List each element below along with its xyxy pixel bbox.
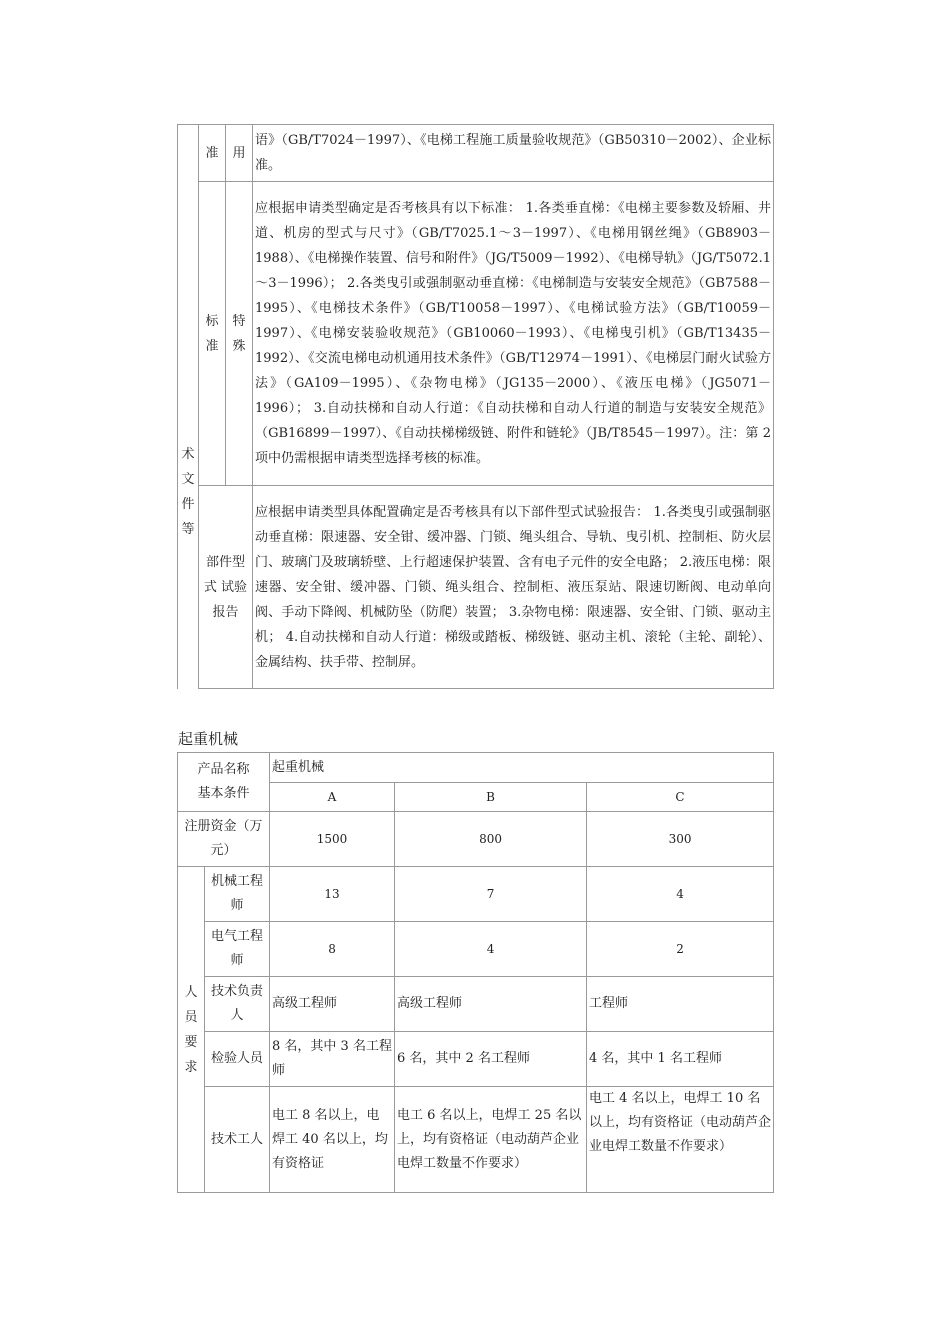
inspector-b: 6 名，其中 2 名工程师 [395, 1032, 587, 1087]
label-line: 报告 [212, 604, 239, 620]
elec-eng-a: 8 [270, 922, 395, 977]
label-line: 部件型 [205, 554, 245, 570]
label-char: 标 [205, 313, 219, 329]
label-line: 注册资金（万 [184, 819, 263, 834]
capital-a: 1500 [270, 812, 395, 867]
grade-a-header: A [270, 783, 395, 812]
elec-eng-c: 2 [587, 922, 774, 977]
inspector-a: 8 名，其中 3 名工程师 [270, 1032, 395, 1087]
type-test-report-label [199, 486, 253, 689]
mech-eng-b: 7 [395, 867, 587, 922]
electrical-engineer-label [205, 922, 270, 977]
label-char: 求 [184, 1059, 198, 1075]
product-name-cell: 起重机械 [270, 753, 774, 783]
label-char: 要 [184, 1034, 198, 1050]
mechanical-engineer-label [205, 867, 270, 922]
label-line: 电气工程 [211, 929, 264, 944]
side-label-char: 件 [181, 496, 195, 512]
inspector-label: 检验人员 [205, 1032, 270, 1087]
side-category-cell [178, 125, 199, 689]
header-basic-conditions: 基本条件 [197, 786, 250, 801]
label-char: 殊 [232, 338, 246, 354]
technical-lead-label [205, 977, 270, 1032]
mech-eng-c: 4 [587, 867, 774, 922]
label-line: 师 [230, 953, 244, 968]
general-use-label: 用 [226, 125, 253, 182]
header-product-name: 产品名称 [197, 762, 250, 777]
special-type-label [226, 182, 253, 486]
label-char: 人 [184, 984, 198, 1000]
header-corner-cell [178, 753, 270, 812]
label-char: 准 [205, 338, 219, 354]
capital-b: 800 [395, 812, 587, 867]
label-line: 元） [210, 843, 237, 858]
grade-c-header: C [587, 783, 774, 812]
label-line: 师 [230, 898, 244, 913]
crane-requirements-table [177, 752, 774, 1193]
side-label-char: 文 [181, 471, 195, 487]
capital-c: 300 [587, 812, 774, 867]
elevator-standards-table [177, 124, 774, 689]
grade-b-header: B [395, 783, 587, 812]
label-line: 技术负责 [211, 984, 264, 999]
section-title: 起重机械 [178, 730, 239, 748]
personnel-category-cell [178, 867, 205, 1193]
skilled-worker-a: 电工 8 名以上，电焊工 40 名以上，均有资格证 [270, 1087, 395, 1193]
label-line: 人 [230, 1008, 244, 1023]
side-label-char: 术 [181, 446, 195, 462]
label-line: 式 试验 [203, 579, 248, 595]
general-standard-text: 语》（GB/T7024－1997）、《电梯工程施工质量验收规范》（GB50310－2002）、企业标准。 [253, 125, 774, 182]
label-line: 机械工程 [211, 874, 264, 889]
skilled-worker-c: 电工 4 名以上，电焊工 10 名以上，均有资格证（电动葫芦企业电焊工数量不作要求） [587, 1087, 774, 1193]
mech-eng-a: 13 [270, 867, 395, 922]
elec-eng-b: 4 [395, 922, 587, 977]
label-char: 特 [232, 313, 246, 329]
inspector-c: 4 名，其中 1 名工程师 [587, 1032, 774, 1087]
special-standard-text: 应根据申请类型确定是否考核具有以下标准： 1.各类垂直梯：《电梯主要参数及轿厢、井道、机房的型式与尺寸》（GB/T7025.1～3－1997）、《电梯用钢丝绳》（GB8903－1988）、《电梯操作装置、信号和附件》（JG/T5009－1992）、《电梯导轨》（JG/T5072.1～3－1996）； 2.各类曳引或强制驱动垂直梯：《电梯制造与安装安全规范》（GB7588－1995）、《电梯技术条件》（GB/T10058－1997）、《电梯试验方法》（GB/T10059－1997）、《电梯安装验收规范》（GB10060－1993）、《电梯曳引机》（GB/T13435－1992）、《交流电梯电动机通用技术条件》（GB/T12974－1991）、《电梯层门耐火试验方法》（GA109－1995）、《杂物电梯》（JG135－2000）、《液压电梯》（JG5071－1996）； 3.自动扶梯和自动人行道：《自动扶梯和自动人行道的制造与安装安全规范》（GB16899－1997）、《自动扶梯梯级链、附件和链轮》（JB/T8545－1997）。注：第 2 项中仍需根据申请类型选择考核的标准。 [253, 182, 774, 486]
skilled-worker-label: 技术工人 [205, 1087, 270, 1193]
type-test-report-text: 应根据申请类型具体配置确定是否考核具有以下部件型式试验报告： 1.各类曳引或强制驱动垂直梯：限速器、安全钳、缓冲器、门锁、绳头组合、导轨、曳引机、控制柜、防火层门、玻璃门及玻璃轿壁、上行超速保护装置、含有电子元件的安全电路； 2.液压电梯：限速器、安全钳、缓冲器、门锁、绳头组合、控制柜、液压泵站、限速切断阀、电动单向阀、手动下降阀、机械防坠（防爬）装置； 3.杂物电梯：限速器、安全钳、门锁、驱动主机； 4.自动扶梯和自动人行道：梯级或踏板、梯级链、驱动主机、滚轮（主轮、副轮）、金属结构、扶手带、控制屏。 [253, 486, 774, 689]
tech-lead-c: 工程师 [587, 977, 774, 1032]
tech-lead-b: 高级工程师 [395, 977, 587, 1032]
special-standard-label [199, 182, 226, 486]
general-standard-label: 准 [199, 125, 226, 182]
side-label-char: 等 [181, 521, 195, 537]
skilled-worker-b: 电工 6 名以上，电焊工 25 名以上，均有资格证（电动葫芦企业电焊工数量不作要求） [395, 1087, 587, 1193]
label-char: 员 [184, 1009, 198, 1025]
registered-capital-label [178, 812, 270, 867]
tech-lead-a: 高级工程师 [270, 977, 395, 1032]
